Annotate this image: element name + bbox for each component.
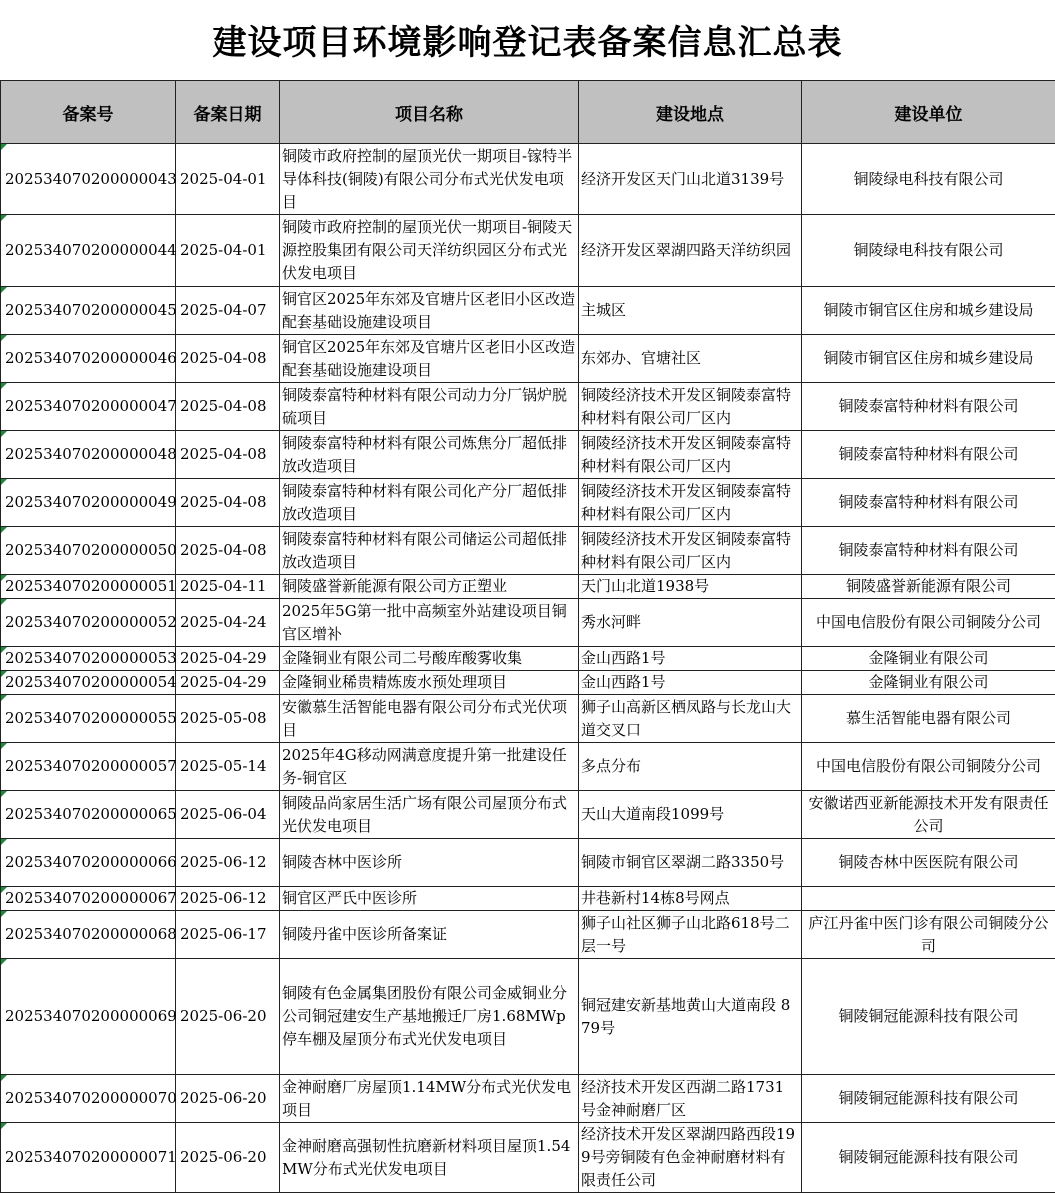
builder-cell: 铜陵泰富特种材料有限公司 xyxy=(802,479,1055,527)
filing-date-cell: 2025-05-08 xyxy=(176,695,280,743)
filing-date-cell: 2025-05-14 xyxy=(176,743,280,791)
builder-cell: 铜陵市铜官区住房和城乡建设局 xyxy=(802,335,1055,383)
builder-cell: 慕生活智能电器有限公司 xyxy=(802,695,1055,743)
table-row xyxy=(1,791,1055,839)
filing-number-cell: 202534070200000049 xyxy=(1,479,176,527)
filing-date-cell: 2025-04-08 xyxy=(176,335,280,383)
filing-date-cell: 2025-04-29 xyxy=(176,647,280,671)
table-row xyxy=(1,144,1055,215)
project-name-cell: 铜官区2025年东郊及官塘片区老旧小区改造配套基础设施建设项目 xyxy=(280,287,579,335)
table-row xyxy=(1,839,1055,887)
filing-date-cell: 2025-06-12 xyxy=(176,887,280,911)
location-cell: 经济开发区翠湖四路天洋纺织园 xyxy=(579,215,802,287)
builder-cell: 铜陵市铜官区住房和城乡建设局 xyxy=(802,287,1055,335)
builder-cell: 庐江丹雀中医门诊有限公司铜陵分公司 xyxy=(802,911,1055,959)
builder-cell: 安徽诺西亚新能源技术开发有限责任公司 xyxy=(802,791,1055,839)
filing-date-cell: 2025-06-12 xyxy=(176,839,280,887)
filing-date-cell: 2025-06-20 xyxy=(176,1075,280,1123)
filing-number-cell: 202534070200000068 xyxy=(1,911,176,959)
builder-cell: 铜陵泰富特种材料有限公司 xyxy=(802,383,1055,431)
filing-number-cell: 202534070200000048 xyxy=(1,431,176,479)
project-name-cell: 2025年4G移动网满意度提升第一批建设任务-铜官区 xyxy=(280,743,579,791)
project-name-cell: 铜陵泰富特种材料有限公司化产分厂超低排放改造项目 xyxy=(280,479,579,527)
filing-date-cell: 2025-06-17 xyxy=(176,911,280,959)
filing-date-cell: 2025-04-11 xyxy=(176,575,280,599)
table-row xyxy=(1,479,1055,527)
table-row xyxy=(1,383,1055,431)
project-name-cell: 铜陵品尚家居生活广场有限公司屋顶分布式光伏发电项目 xyxy=(280,791,579,839)
project-name-cell: 铜陵丹雀中医诊所备案证 xyxy=(280,911,579,959)
builder-cell xyxy=(802,887,1055,911)
builder-cell: 中国电信股份有限公司铜陵分公司 xyxy=(802,743,1055,791)
table-row xyxy=(1,911,1055,959)
page-title: 建设项目环境影响登记表备案信息汇总表 xyxy=(0,0,1055,80)
location-cell: 铜陵经济技术开发区铜陵泰富特种材料有限公司厂区内 xyxy=(579,383,802,431)
table-row xyxy=(1,215,1055,287)
filing-number-cell: 202534070200000052 xyxy=(1,599,176,647)
location-cell: 东郊办、官塘社区 xyxy=(579,335,802,383)
location-cell: 天门山北道1938号 xyxy=(579,575,802,599)
builder-cell: 铜陵泰富特种材料有限公司 xyxy=(802,527,1055,575)
location-cell: 经济开发区天门山北道3139号 xyxy=(579,144,802,215)
filing-date-cell: 2025-04-01 xyxy=(176,144,280,215)
table-row xyxy=(1,575,1055,599)
location-cell: 井巷新村14栋8号网点 xyxy=(579,887,802,911)
builder-cell: 铜陵铜冠能源科技有限公司 xyxy=(802,959,1055,1075)
project-name-cell: 铜陵市政府控制的屋顶光伏一期项目-铜陵天源控股集团有限公司天洋纺织园区分布式光伏发电项目 xyxy=(280,215,579,287)
location-cell: 铜陵市铜官区翠湖二路3350号 xyxy=(579,839,802,887)
filing-number-cell: 202534070200000047 xyxy=(1,383,176,431)
table-row xyxy=(1,887,1055,911)
project-name-cell: 安徽慕生活智能电器有限公司分布式光伏项目 xyxy=(280,695,579,743)
project-name-cell: 铜陵市政府控制的屋顶光伏一期项目-镓特半导体科技(铜陵)有限公司分布式光伏发电项目 xyxy=(280,144,579,215)
builder-cell: 铜陵杏林中医医院有限公司 xyxy=(802,839,1055,887)
location-cell: 狮子山社区狮子山北路618号二层一号 xyxy=(579,911,802,959)
project-name-cell: 铜陵杏林中医诊所 xyxy=(280,839,579,887)
project-name-cell: 金隆铜业稀贵精炼废水预处理项目 xyxy=(280,671,579,695)
filing-number-cell: 202534070200000053 xyxy=(1,647,176,671)
location-cell: 经济技术开发区翠湖四路西段199号旁铜陵有色金神耐磨材料有限责任公司 xyxy=(579,1123,802,1193)
filing-number-cell: 202534070200000071 xyxy=(1,1123,176,1193)
filing-number-cell: 202534070200000055 xyxy=(1,695,176,743)
location-cell: 经济技术开发区西湖二路1731号金神耐磨厂区 xyxy=(579,1075,802,1123)
filing-number-cell: 202534070200000045 xyxy=(1,287,176,335)
table-row xyxy=(1,743,1055,791)
filing-date-cell: 2025-06-20 xyxy=(176,959,280,1075)
filing-date-cell: 2025-04-24 xyxy=(176,599,280,647)
project-name-cell: 金神耐磨厂房屋顶1.14MW分布式光伏发电项目 xyxy=(280,1075,579,1123)
table-row xyxy=(1,959,1055,1075)
project-name-cell: 金隆铜业有限公司二号酸库酸雾收集 xyxy=(280,647,579,671)
table-row xyxy=(1,1123,1055,1193)
table-row xyxy=(1,695,1055,743)
filing-number-cell: 202534070200000044 xyxy=(1,215,176,287)
location-cell: 金山西路1号 xyxy=(579,647,802,671)
header-filing-date: 备案日期 xyxy=(176,81,280,144)
builder-cell: 铜陵绿电科技有限公司 xyxy=(802,215,1055,287)
table-row xyxy=(1,335,1055,383)
location-cell: 多点分布 xyxy=(579,743,802,791)
project-name-cell: 铜陵泰富特种材料有限公司动力分厂锅炉脱硫项目 xyxy=(280,383,579,431)
project-name-cell: 铜陵泰富特种材料有限公司炼焦分厂超低排放改造项目 xyxy=(280,431,579,479)
filing-number-cell: 202534070200000065 xyxy=(1,791,176,839)
location-cell: 铜陵经济技术开发区铜陵泰富特种材料有限公司厂区内 xyxy=(579,431,802,479)
builder-cell: 铜陵盛誉新能源有限公司 xyxy=(802,575,1055,599)
table-row xyxy=(1,287,1055,335)
table-row xyxy=(1,599,1055,647)
header-location: 建设地点 xyxy=(579,81,802,144)
project-name-cell: 铜官区2025年东郊及官塘片区老旧小区改造配套基础设施建设项目 xyxy=(280,335,579,383)
filing-number-cell: 202534070200000067 xyxy=(1,887,176,911)
builder-cell: 金隆铜业有限公司 xyxy=(802,671,1055,695)
filing-number-cell: 202534070200000046 xyxy=(1,335,176,383)
filing-number-cell: 202534070200000043 xyxy=(1,144,176,215)
filing-number-cell: 202534070200000050 xyxy=(1,527,176,575)
header-project-name: 项目名称 xyxy=(280,81,579,144)
project-name-cell: 金神耐磨高强韧性抗磨新材料项目屋顶1.54MW分布式光伏发电项目 xyxy=(280,1123,579,1193)
filing-number-cell: 202534070200000051 xyxy=(1,575,176,599)
filing-number-cell: 202534070200000054 xyxy=(1,671,176,695)
builder-cell: 铜陵绿电科技有限公司 xyxy=(802,144,1055,215)
builder-cell: 金隆铜业有限公司 xyxy=(802,647,1055,671)
filing-number-cell: 202534070200000069 xyxy=(1,959,176,1075)
project-name-cell: 铜陵盛誉新能源有限公司方正塑业 xyxy=(280,575,579,599)
project-name-cell: 铜陵有色金属集团股份有限公司金威铜业分公司铜冠建安生产基地搬迁厂房1.68MWp停车棚及屋顶分布式光伏发电项目 xyxy=(280,959,579,1075)
filing-date-cell: 2025-06-04 xyxy=(176,791,280,839)
location-cell: 铜冠建安新基地黄山大道南段 879号 xyxy=(579,959,802,1075)
project-name-cell: 铜官区严氏中医诊所 xyxy=(280,887,579,911)
filing-date-cell: 2025-04-08 xyxy=(176,431,280,479)
table-row xyxy=(1,671,1055,695)
header-builder: 建设单位 xyxy=(802,81,1055,144)
location-cell: 天山大道南段1099号 xyxy=(579,791,802,839)
builder-cell: 铜陵铜冠能源科技有限公司 xyxy=(802,1123,1055,1193)
filing-date-cell: 2025-04-01 xyxy=(176,215,280,287)
table-row xyxy=(1,431,1055,479)
header-filing-number: 备案号 xyxy=(1,81,176,144)
project-name-cell: 铜陵泰富特种材料有限公司储运公司超低排放改造项目 xyxy=(280,527,579,575)
location-cell: 金山西路1号 xyxy=(579,671,802,695)
filing-number-cell: 202534070200000070 xyxy=(1,1075,176,1123)
location-cell: 铜陵经济技术开发区铜陵泰富特种材料有限公司厂区内 xyxy=(579,479,802,527)
project-name-cell: 2025年5G第一批中高频室外站建设项目铜官区增补 xyxy=(280,599,579,647)
filing-date-cell: 2025-04-07 xyxy=(176,287,280,335)
table-row xyxy=(1,647,1055,671)
table-row xyxy=(1,527,1055,575)
location-cell: 秀水河畔 xyxy=(579,599,802,647)
location-cell: 狮子山高新区栖凤路与长龙山大道交叉口 xyxy=(579,695,802,743)
filing-date-cell: 2025-04-08 xyxy=(176,527,280,575)
builder-cell: 中国电信股份有限公司铜陵分公司 xyxy=(802,599,1055,647)
builder-cell: 铜陵泰富特种材料有限公司 xyxy=(802,431,1055,479)
location-cell: 主城区 xyxy=(579,287,802,335)
location-cell: 铜陵经济技术开发区铜陵泰富特种材料有限公司厂区内 xyxy=(579,527,802,575)
filing-date-cell: 2025-04-08 xyxy=(176,479,280,527)
builder-cell: 铜陵铜冠能源科技有限公司 xyxy=(802,1075,1055,1123)
filing-number-cell: 202534070200000066 xyxy=(1,839,176,887)
table-row xyxy=(1,1075,1055,1123)
records-table xyxy=(0,80,1055,1193)
filing-date-cell: 2025-04-08 xyxy=(176,383,280,431)
filing-number-cell: 202534070200000057 xyxy=(1,743,176,791)
header-row xyxy=(1,81,1055,144)
filing-date-cell: 2025-04-29 xyxy=(176,671,280,695)
filing-date-cell: 2025-06-20 xyxy=(176,1123,280,1193)
